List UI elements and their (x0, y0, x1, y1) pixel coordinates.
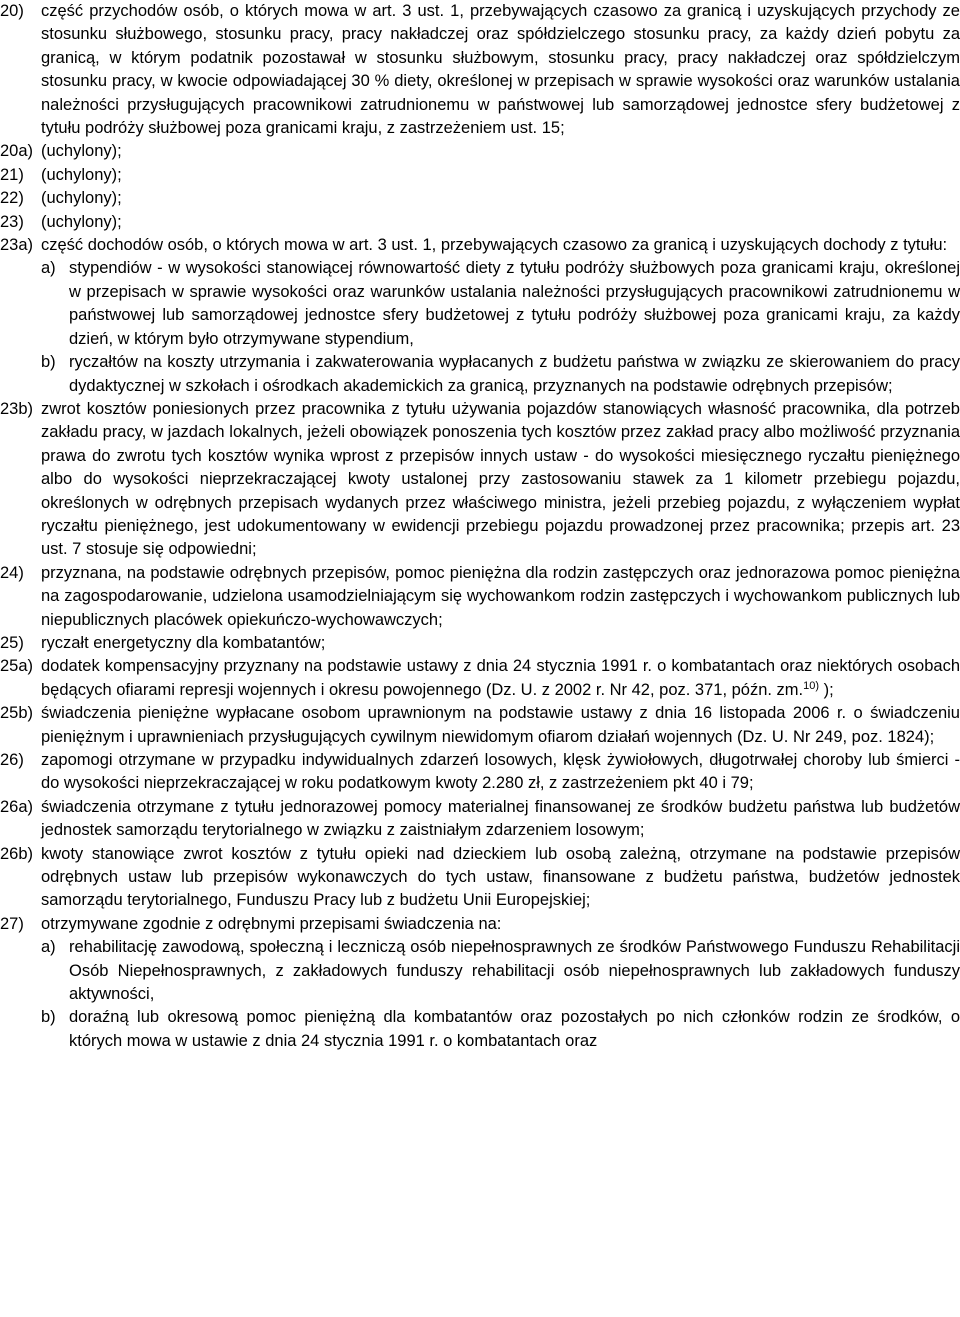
list-item (0, 211, 960, 234)
sub-item (41, 936, 960, 1006)
item-text: część dochodów osób, o których mowa w art. 3 ust. 1, przebywających czasowo za granicą i uzyskujących dochody z tytułu: (41, 236, 948, 255)
sub-item (41, 351, 960, 398)
item-number: 23a) (0, 236, 34, 255)
sub-item-label: a) (41, 259, 56, 278)
sub-item-label: b) (41, 1008, 56, 1027)
list-item (0, 164, 960, 187)
list-item (0, 140, 960, 163)
item-text: przyznana, na podstawie odrębnych przepisów, pomoc pieniężna dla rodzin zastępczych oraz jednorazowa pomoc pieniężna na zagospodarowanie, udzielona usamodzielniającym się wychowankom rodzin zastępczych i wychowankom publicznych lub niepublicznych placówek opiekuńczo-wychowawczych; (41, 563, 960, 629)
list-item (0, 632, 960, 655)
item-text: otrzymywane zgodnie z odrębnymi przepisami świadczenia na: (41, 914, 502, 933)
item-text: ryczałt energetyczny dla kombatantów; (41, 633, 326, 652)
item-text: (uchylony); (41, 189, 122, 208)
item-number: 25b) (0, 704, 34, 723)
item-number: 23b) (0, 399, 34, 418)
item-number: 26) (0, 751, 24, 769)
item-text: (uchylony); (41, 212, 122, 231)
item-number: 20a) (0, 142, 34, 161)
item-text: zapomogi otrzymane w przypadku indywidualnych zdarzeń losowych, klęsk żywiołowych, długotrwałej choroby lub śmierci - do wysokości nieprzekraczającej w roku podatkowym kwoty 2.280 zł, z zastrzeżeniem pkt 40 i 79; (41, 751, 960, 793)
item-text: dodatek kompensacyjny przyznany na podstawie ustawy z dnia 24 stycznia 1991 r. o kombatantach oraz niektórych osobach będących ofiarami represji wojennych i okresu powojennego (Dz. U. z 2002 r. Nr 42, poz. 371, późn. zm. (41, 657, 960, 699)
item-number: 23) (0, 212, 24, 231)
item-body (41, 234, 960, 398)
item-text-tail: ); (819, 680, 834, 699)
sub-item-text: stypendiów - w wysokości stanowiącej równowartość diety z tytułu podróży służbowych poza granicami kraju, określonej w przepisach w sprawie wysokości oraz warunków ustalania należności przysługujących pracownikowi zatrudnionemu w państwowej lub samorządowej jednostce sfery budżetowej z tytułu podróży służbowej poza granicami kraju, za każdy dzień, w którym było otrzymywane stypendium, (69, 259, 960, 348)
footnote-marker: 10) (803, 679, 820, 692)
item-text-wrapper (41, 655, 960, 702)
item-number: 24) (0, 563, 24, 582)
sub-item-label: a) (41, 938, 56, 957)
list-item (0, 398, 960, 562)
list-item (0, 843, 960, 913)
item-body (41, 913, 960, 1053)
item-number: 22) (0, 189, 24, 208)
list-item (0, 562, 960, 632)
sub-item-text: ryczałtów na koszty utrzymania i zakwaterowania wypłacanych z budżetu państwa w związku ze skierowaniem do pracy dydaktycznej w szkołach i ośrodkach akademickich za granicą, przyznanych na podstawie odrębnych przepisów; (69, 353, 960, 395)
item-text: świadczenia pieniężne wypłacane osobom uprawnionym na podstawie ustawy z dnia 16 listopada 2006 r. o świadczeniu pieniężnym i uprawnieniach przysługujących cywilnym niewidomym ofiarom działań wojennych (Dz. U. Nr 249, poz. 1824); (41, 704, 960, 746)
item-number: 25) (0, 633, 24, 652)
list-item (0, 749, 960, 796)
list-item (0, 796, 960, 843)
sub-item-text: rehabilitację zawodową, społeczną i leczniczą osób niepełnosprawnych ze środków Państwowego Funduszu Rehabilitacji Osób Niepełnosprawnych, z zakładowych funduszy rehabilitacji osób niepełnosprawnych lub zakładowych funduszy aktywności, (69, 938, 960, 1004)
item-number: 21) (0, 165, 24, 184)
sub-item (41, 1006, 960, 1053)
list-item (0, 234, 960, 398)
list-item (0, 187, 960, 210)
list-item (0, 0, 960, 140)
sub-item-text: doraźną lub okresową pomoc pieniężną dla kombatantów oraz pozostałych po nich członków rodzin ze środków, o których mowa w ustawie z dnia 24 stycznia 1991 r. o kombatantach oraz (69, 1008, 960, 1050)
item-text: część przychodów osób, o których mowa w art. 3 ust. 1, przebywających czasowo za granicą i uzyskujących przychody ze stosunku służbowego, stosunku pracy, pracy nakładczej oraz spółdzielczego stosunku pracy, za każdy dzień pobytu za granicą, w którym podatnik pozostawał w stosunku służbowym, stosunku pracy, pracy nakładczej oraz spółdzielczym stosunku pracy, w kwocie odpowiadającej 30 % diety, określonej w przepisach w sprawie wysokości oraz warunków ustalania należności przysługujących pracownikowi zatrudnionemu w państwowej lub samorządowej jednostce sfery budżetowej z tytułu podróży służbowej poza granicami kraju, z zastrzeżeniem ust. 15; (41, 2, 960, 138)
item-number: 25a) (0, 657, 34, 676)
list-item (0, 655, 960, 702)
item-text: świadczenia otrzymane z tytułu jednorazowej pomocy materialnej finansowanej ze środków budżetu państwa lub budżetów jednostek samorządu terytorialnego w związku z zaistniałym zdarzeniem losowym; (41, 797, 960, 840)
list-item (0, 702, 960, 749)
sub-item (41, 257, 960, 351)
item-number: 26b) (0, 844, 34, 863)
item-text: zwrot kosztów poniesionych przez pracownika z tytułu używania pojazdów stanowiących własność pracownika, dla potrzeb zakładu pracy, w jazdach lokalnych, jeżeli obowiązek ponoszenia tych kosztów przez zakład pracy albo możliwość przyznania prawa do zwrotu tych kosztów wynika wprost z przepisów innych ustaw - do wysokości miesięcznego ryczałtu pieniężnego albo do wysokości nieprzekraczającej kwoty ustalonej przy zastosowaniu stawek za 1 kilometr przebiegu pojazdu, określonych w odrębnych przepisach wydanych przez właściwego ministra, jeżeli przebieg pojazdu, z wyłączeniem wypłat ryczałtu pieniężnego, jest udokumentowany w ewidencji przebiegu pojazdu prowadzonej przez pracownika; przepis art. 23 ust. 7 stosuje się odpowiedni; (41, 399, 960, 559)
item-text: kwoty stanowiące zwrot kosztów z tytułu opieki nad dzieckiem lub osobą zależną, otrzymane na podstawie przepisów odrębnych ustaw lub przepisów wykonawczych do tych ustaw, finansowane z budżetu państwa, budżetów jednostek samorządu terytorialnego, Funduszu Pracy lub z budżetu Unii Europejskiej; (41, 844, 960, 910)
item-number: 27) (0, 914, 24, 933)
item-number: 20) (0, 2, 24, 20)
item-text: (uchylony); (41, 142, 122, 161)
list-item (0, 913, 960, 1053)
item-number: 26a) (0, 797, 34, 816)
sub-item-label: b) (41, 353, 56, 372)
item-text: (uchylony); (41, 165, 122, 184)
